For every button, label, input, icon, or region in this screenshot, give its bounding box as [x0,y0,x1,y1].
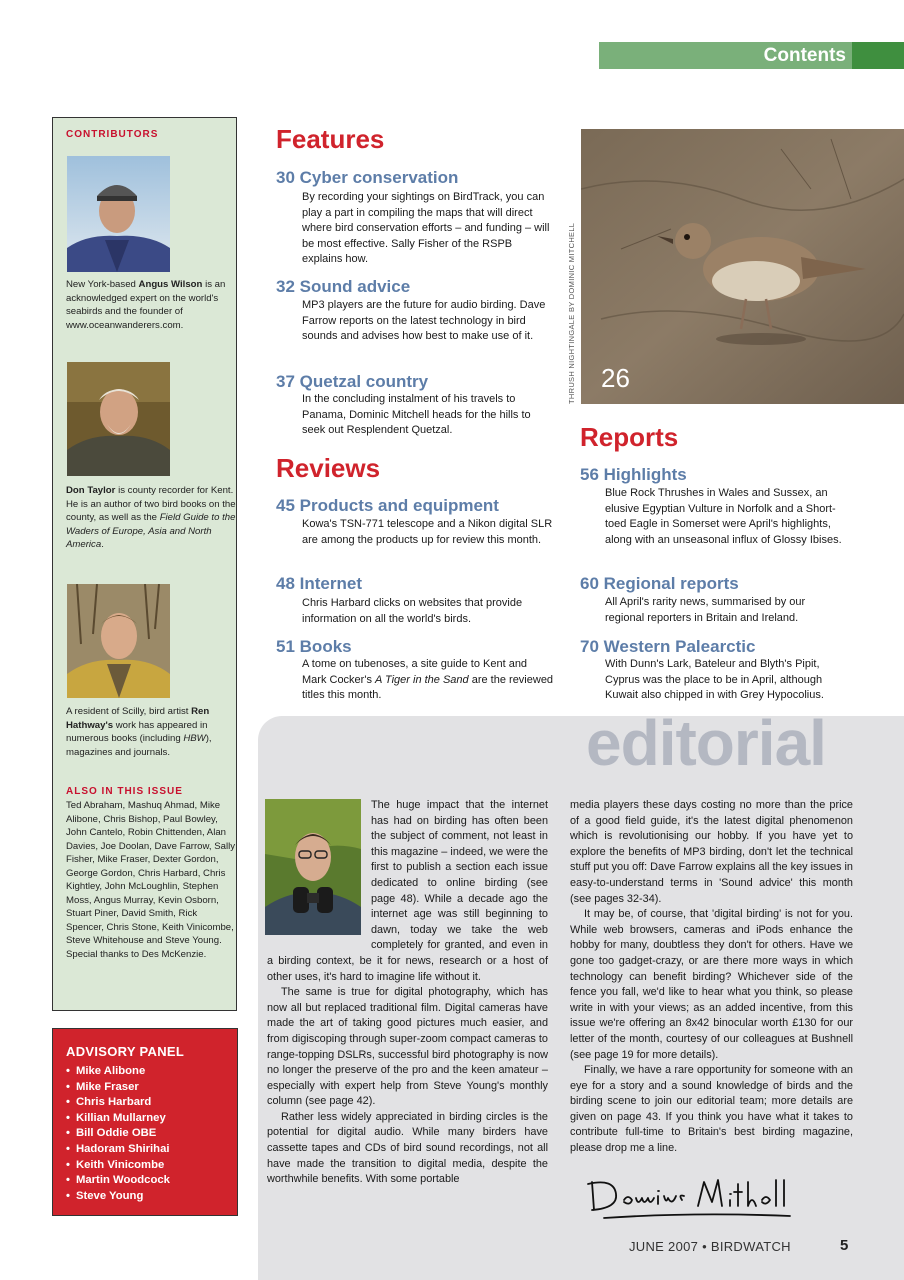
review-item-title[interactable]: 48 Internet [276,574,362,593]
editor-signature [584,1172,799,1228]
advisory-member: • Keith Vinicombe [66,1158,170,1174]
photo-page-number: 26 [601,363,630,393]
contributor-photo-don-taylor [67,362,170,476]
report-item-body: All April's rarity news, summarised by our regional reporters in Britain and Ireland. [605,596,806,624]
advisory-heading: ADVISORY PANEL [66,1044,185,1059]
report-item-title[interactable]: 56 Highlights [580,465,687,484]
review-item-body: Chris Harbard clicks on websites that provide information on all the world's birds. [302,597,523,625]
reports-heading: Reports [580,422,679,452]
review-item-body: A tome on tubenoses, a site guide to Kent and Mark Cocker's A Tiger in the Sand are the reviewed titles this month. [302,658,554,702]
report-item-title[interactable]: 60 Regional reports [580,574,739,593]
editorial-paragraph: Rather less widely appreciated in birding circles is the potential for digital audio. While many birders have cassette tapes and CDs of bird sound recordings, not all have made the transition to digital media, despite the worthwhile benefits. With some portable [267,1110,548,1186]
review-item-body: Kowa's TSN-771 telescope and a Nikon digital SLR are among the products up for review this month. [302,518,553,546]
report-item-body: With Dunn's Lark, Bateleur and Blyth's Pipit, Cyprus was the place to be in April, although Kuwait also chipped in with Grey Hypocolius. [605,658,824,702]
page-number: 5 [840,1237,849,1254]
editorial-column-2 [570,798,853,1157]
feature-item-body: MP3 players are the future for audio birding. Dave Farrow reports on the latest technology in bird sounds and advises how best to make use of it. [302,299,546,343]
features-heading: Features [276,124,385,154]
section-tab-accent [852,42,904,69]
editorial-column-1 [267,798,548,1188]
reviews-heading: Reviews [276,453,381,483]
also-in-this-issue-heading: ALSO IN THIS ISSUE [66,786,183,797]
advisory-member: • Killian Mullarney [66,1111,170,1127]
feature-item-title[interactable]: 30 Cyber conservation [276,168,459,187]
review-item-title[interactable]: 45 Products and equipment [276,496,499,515]
feature-item-title[interactable]: 37 Quetzal country [276,372,429,391]
contributor-bio-ren-hathway: A resident of Scilly, bird artist Ren Hathway's work has appeared in numerous books (including HBW), magazines and journals. [66,706,212,758]
photo-credit: THRUSH NIGHTINGALE BY DOMINIC MITCHELL [567,222,576,404]
report-item-title[interactable]: 70 Western Palearctic [580,637,756,656]
section-tab-label: Contents [763,45,846,66]
footer-issue: JUNE 2007 • BIRDWATCH [629,1239,791,1254]
advisory-member: • Hadoram Shirihai [66,1142,170,1158]
editorial-paragraph: The huge impact that the internet has had on birding has often been the subject of comment, not least in this magazine – indeed, we were the first to publish a section each issue dedicated to online birding (see page 48). While a decade ago the internet age was still beginning to dawn, today we take the web completely for granted, and even in a birding context, be it for news, research or a host of other uses, it's hard to imagine life without it. [267,799,548,983]
review-item-title[interactable]: 51 Books [276,637,352,656]
advisory-member: • Bill Oddie OBE [66,1126,170,1142]
contributors-heading: CONTRIBUTORS [66,129,159,140]
editorial-paragraph: It may be, of course, that 'digital birding' is not for you. While web browsers, cameras and iPods enhance the hobby for many, doubtless they don't for others. Have we gone too gadget-crazy, or are there more ways in which technology can benefit birding? Whichever side of the fence you fall, we'd like to hear what you think, so please write in with your views; as an added incentive, from this issue we're offering an 8x42 binocular worth £130 for our letter of the month, courtesy of our colleagues at Bushnell (see page 19 for more details). [570,908,853,1061]
editorial-paragraph: Finally, we have a rare opportunity for someone with an eye for a story and a sound knowledge of birds and the birding scene to join our editorial team; more details are given on page 43. If you think you have what it takes to contribute full-time to Britain's best birding magazine, please drop me a line. [570,1064,853,1155]
section-tab [599,42,852,69]
contributors-sidebar [52,117,237,1011]
feature-item-body: In the concluding instalment of his travels to Panama, Dominic Mitchell heads for the hills to seek out Resplendent Quetzal. [302,393,531,437]
advisory-member: • Chris Harbard [66,1095,170,1111]
advisory-member: • Mike Alibone [66,1064,170,1080]
feature-item-title[interactable]: 32 Sound advice [276,277,411,296]
thrush-nightingale-photo [581,129,904,404]
advisory-members [66,1064,170,1204]
advisory-member: • Mike Fraser [66,1080,170,1096]
contributor-bio-don-taylor: Don Taylor is county recorder for Kent. He is an author of two bird books on the county, as well as the Field Guide to the Waders of Europe, Asia and North America. [66,485,236,550]
advisory-member: • Steve Young [66,1189,170,1205]
editorial-heading: editorial [586,707,826,779]
also-in-this-issue-list: Ted Abraham, Mashuq Ahmad, Mike Alibone, Chris Bishop, Paul Bowley, John Cantelo, Robin Chittenden, Alan Davies, Joe Doolan, Dave Farrow, Sally Fisher, Mike Fraser, Dexter Gordon, George Gordon, Chris Harbard, Chris Kightley, John McLoughlin, Stephen Moss, Angus Murray, Kevin Osborn, Stuart Piner, David Smith, Rick Spencer, Chris Stone, Keith Vinicombe, Steve Whitehouse and Steve Young. Special thanks to Des McKenzie. [66,800,236,960]
report-item-body: Blue Rock Thrushes in Wales and Sussex, an elusive Egyptian Vulture in Norfolk and a Short-toed Eagle in Somerset were April's highlights, along with an unseasonal influx of Glossy Ibises. [605,487,842,546]
editorial-paragraph: media players these days costing no more than the price of a good field guide, it's the latest digital phenomenon which is revolutionising our hobby. If you have yet to explore the benefits of MP3 birding, don't let the technical stuff put you off: Dave Farrow explains all the key issues in easy-to-understand terms in 'Sound advice' this month (see pages 32-34). [570,799,853,905]
editorial-paragraph: The same is true for digital photography, which has now all but replaced traditional film. Digital cameras have made the art of taking good pictures much easier, and from digiscoping through super-zoom compact cameras to range-topping DSLRs, successful bird photography is now no longer the preserve of the pro and the keen amateur – especially with expert help from Steve Young's monthly column (see page 42). [267,986,548,1108]
contributor-photo-ren-hathway [67,584,170,698]
contributor-photo-angus-wilson [67,156,170,272]
advisory-panel [52,1028,238,1216]
feature-item-body: By recording your sightings on BirdTrack, you can play a part in compiling the maps that will direct where bird conservation efforts – and funding – will be most effective. Sally Fisher of the RSPB explains how. [302,191,550,266]
contributor-bio-angus-wilson: New York-based Angus Wilson is an acknowledged expert on the world's seabirds and the founder of www.oceanwanderers.com. [66,279,226,331]
advisory-member: • Martin Woodcock [66,1173,170,1189]
